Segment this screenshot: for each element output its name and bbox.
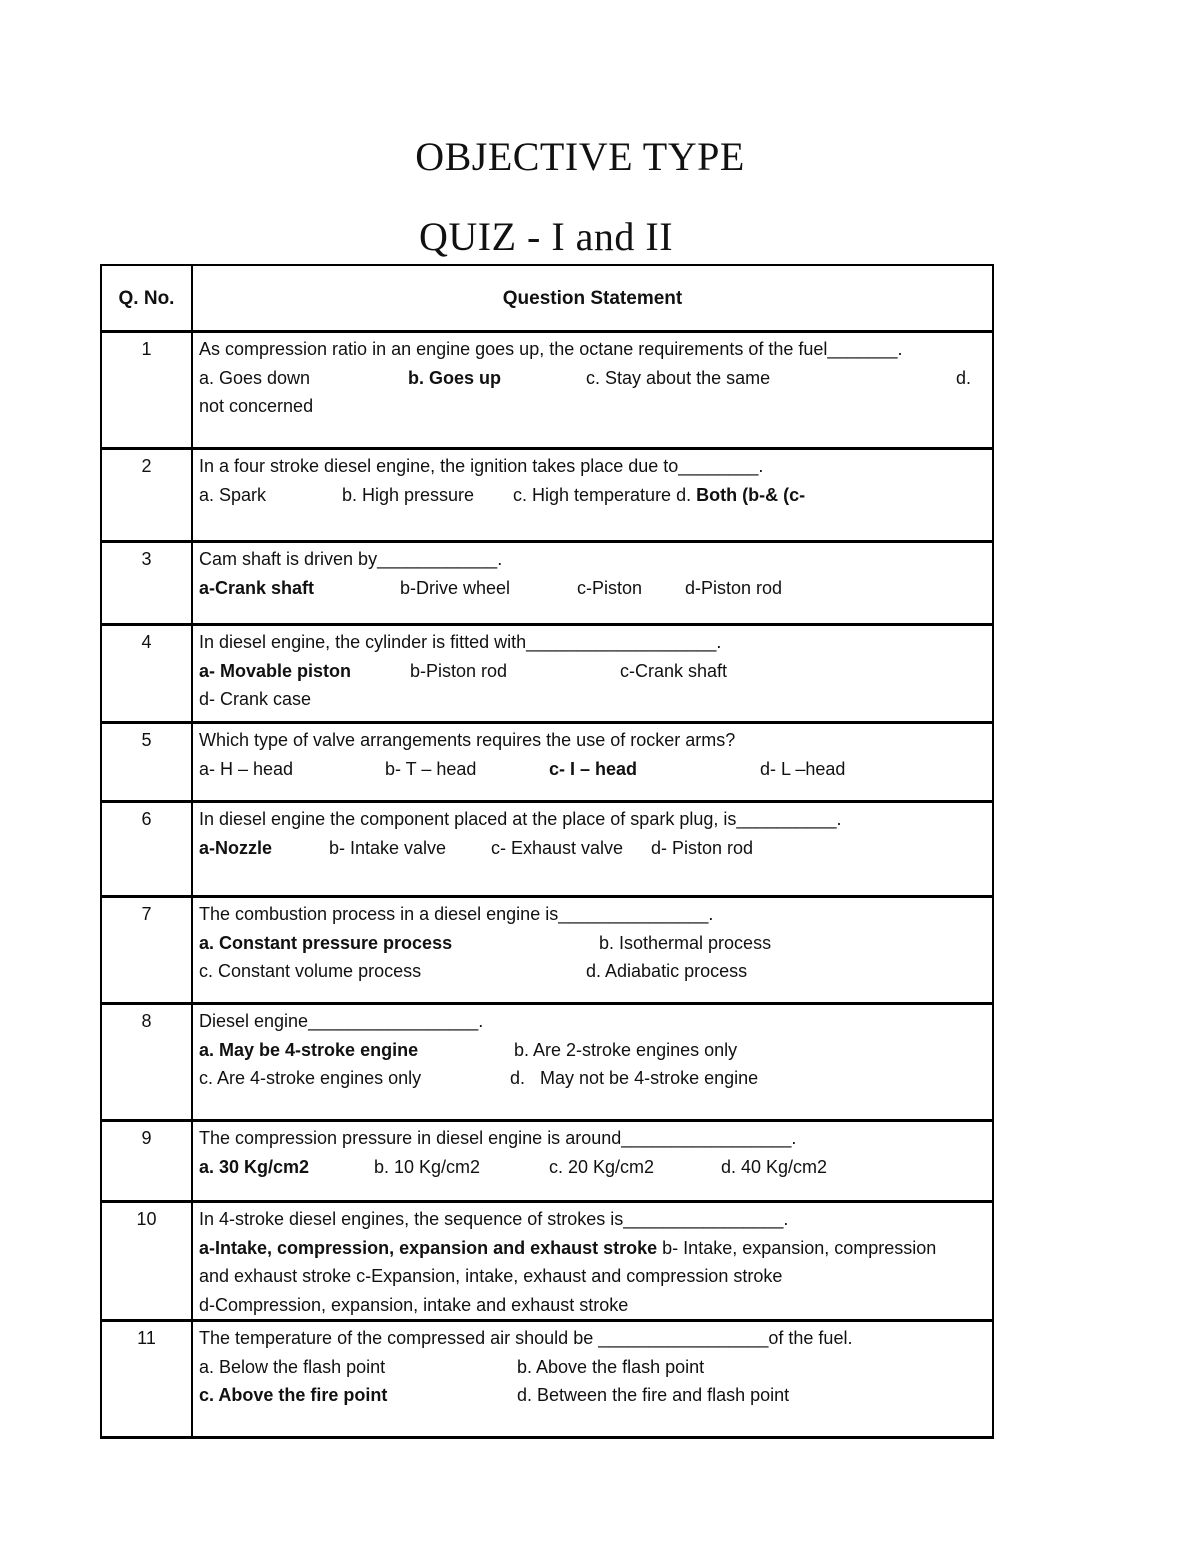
option-c: c-Expansion, intake, exhaust and compression stroke <box>356 1266 783 1286</box>
option-c: c. Stay about the same <box>586 367 771 388</box>
question-number: 7 <box>101 897 192 1004</box>
question-cell <box>192 542 993 625</box>
document-title: OBJECTIVE TYPE <box>415 134 745 179</box>
question-number: 6 <box>101 802 192 897</box>
option-a: a. Goes down <box>199 367 311 388</box>
option-d-correct: Both (b-& (c- <box>696 484 806 505</box>
question-number: 8 <box>101 1004 192 1121</box>
option-d: d- Crank case <box>199 689 312 709</box>
options-line <box>199 1234 986 1263</box>
question-row-6 <box>101 802 993 897</box>
options-line <box>199 364 986 393</box>
options-line <box>199 481 986 510</box>
options-line <box>199 834 986 863</box>
question-stem: In diesel engine, the cylinder is fitted with___________________. <box>199 632 722 652</box>
options-line <box>199 755 986 784</box>
question-row-1 <box>101 332 993 449</box>
question-cell <box>192 897 993 1004</box>
option-c: c. High temperature d. <box>513 484 692 505</box>
option-a-correct: a. Constant pressure process <box>199 932 453 953</box>
question-row-10 <box>101 1202 993 1321</box>
option-a: a. Below the flash point <box>199 1356 386 1377</box>
option-d: d. May not be 4-stroke engine <box>510 1068 759 1088</box>
option-d: d- Piston rod <box>651 837 754 858</box>
question-number: 4 <box>101 625 192 723</box>
question-cell <box>192 1202 993 1321</box>
option-c: c. Constant volume process <box>199 961 422 981</box>
options-line <box>199 929 986 958</box>
option-b: b. Isothermal process <box>599 932 772 953</box>
question-cell <box>192 625 993 723</box>
question-number: 9 <box>101 1121 192 1202</box>
option-d: d-Piston rod <box>685 577 783 598</box>
option-b: b- Intake valve <box>329 837 447 858</box>
option-c: c. Are 4-stroke engines only <box>199 1068 422 1088</box>
question-cell <box>192 1321 993 1438</box>
question-stem: In diesel engine the component placed at the place of spark plug, is__________. <box>199 809 842 829</box>
question-cell <box>192 332 993 449</box>
options-line <box>199 1064 986 1093</box>
options-line <box>199 1381 986 1410</box>
question-number: 2 <box>101 449 192 542</box>
option-a: a. Spark <box>199 484 267 505</box>
option-c-correct: c- I – head <box>549 758 638 779</box>
question-stem: Which type of valve arrangements requires the use of rocker arms? <box>199 730 736 750</box>
question-cell <box>192 723 993 802</box>
option-b: b. Are 2-stroke engines only <box>514 1039 738 1060</box>
question-cell <box>192 802 993 897</box>
question-number: 10 <box>101 1202 192 1321</box>
document-subtitle: QUIZ - I and II <box>418 214 674 259</box>
option-d: d-Compression, expansion, intake and exhaust stroke <box>199 1294 629 1315</box>
options-line <box>199 574 986 603</box>
option-c-correct: c. Above the fire point <box>199 1385 388 1405</box>
question-row-3 <box>101 542 993 625</box>
option-b: b. Above the flash point <box>517 1356 705 1377</box>
question-stem: The temperature of the compressed air should be _________________of the fuel. <box>199 1328 853 1348</box>
question-number: 1 <box>101 332 192 449</box>
question-row-2 <box>101 449 993 542</box>
quiz-table <box>100 264 994 1439</box>
option-b: b- T – head <box>385 758 477 779</box>
question-cell <box>192 449 993 542</box>
question-cell <box>192 1121 993 1202</box>
option-b: b-Drive wheel <box>400 577 511 598</box>
question-row-9 <box>101 1121 993 1202</box>
question-cell <box>192 1004 993 1121</box>
option-a-correct: a-Nozzle <box>199 837 273 858</box>
option-c: c-Crank shaft <box>620 660 728 681</box>
question-row-11 <box>101 1321 993 1438</box>
options-line <box>199 1262 986 1291</box>
question-stem: The compression pressure in diesel engine is around_________________. <box>199 1128 797 1148</box>
question-row-7 <box>101 897 993 1004</box>
question-stem: The combustion process in a diesel engine is_______________. <box>199 904 714 924</box>
option-c: c. 20 Kg/cm2 <box>549 1156 655 1177</box>
option-b-continued: and exhaust stroke <box>199 1266 352 1286</box>
question-number: 5 <box>101 723 192 802</box>
option-b-correct: b. Goes up <box>408 367 502 388</box>
option-a-correct: a-Intake, compression, expansion and exhaust stroke <box>199 1237 658 1258</box>
question-row-8 <box>101 1004 993 1121</box>
option-a-correct: a. May be 4-stroke engine <box>199 1039 419 1060</box>
option-a-correct: a- Movable piston <box>199 660 352 681</box>
options-line <box>199 1036 986 1065</box>
question-stem: As compression ratio in an engine goes up, the octane requirements of the fuel_______. <box>199 339 903 359</box>
option-a-correct: a-Crank shaft <box>199 577 315 598</box>
option-c: c- Exhaust valve <box>491 837 624 858</box>
question-stem: Diesel engine_________________. <box>199 1011 484 1031</box>
options-line <box>199 657 986 686</box>
question-stem: In 4-stroke diesel engines, the sequence of strokes is________________. <box>199 1209 789 1229</box>
option-b: b- Intake, expansion, compression <box>662 1237 937 1258</box>
header-question-number: Q. No. <box>101 265 192 332</box>
question-stem: Cam shaft is driven by____________. <box>199 549 503 569</box>
option-d: d. Adiabatic process <box>586 961 748 981</box>
option-d: d- L –head <box>760 758 846 779</box>
option-b: b-Piston rod <box>410 660 508 681</box>
option-d: d. Between the fire and flash point <box>517 1385 790 1405</box>
option-a: a- H – head <box>199 758 294 779</box>
question-number: 3 <box>101 542 192 625</box>
option-c: c-Piston <box>577 577 643 598</box>
table-header-row <box>101 265 993 332</box>
options-line <box>199 1353 986 1382</box>
options-line <box>199 1153 986 1182</box>
question-number: 11 <box>101 1321 192 1438</box>
option-d-continued: not concerned <box>199 396 314 416</box>
question-row-4 <box>101 625 993 723</box>
header-question-statement: Question Statement <box>192 265 993 332</box>
option-b: b. High pressure <box>342 484 475 505</box>
option-d: d. <box>956 367 972 388</box>
option-b: b. 10 Kg/cm2 <box>374 1156 481 1177</box>
question-stem: In a four stroke diesel engine, the ignition takes place due to________. <box>199 456 764 476</box>
options-line <box>199 957 986 986</box>
question-row-5 <box>101 723 993 802</box>
option-a-correct: a. 30 Kg/cm2 <box>199 1156 310 1177</box>
option-d: d. 40 Kg/cm2 <box>721 1156 828 1177</box>
